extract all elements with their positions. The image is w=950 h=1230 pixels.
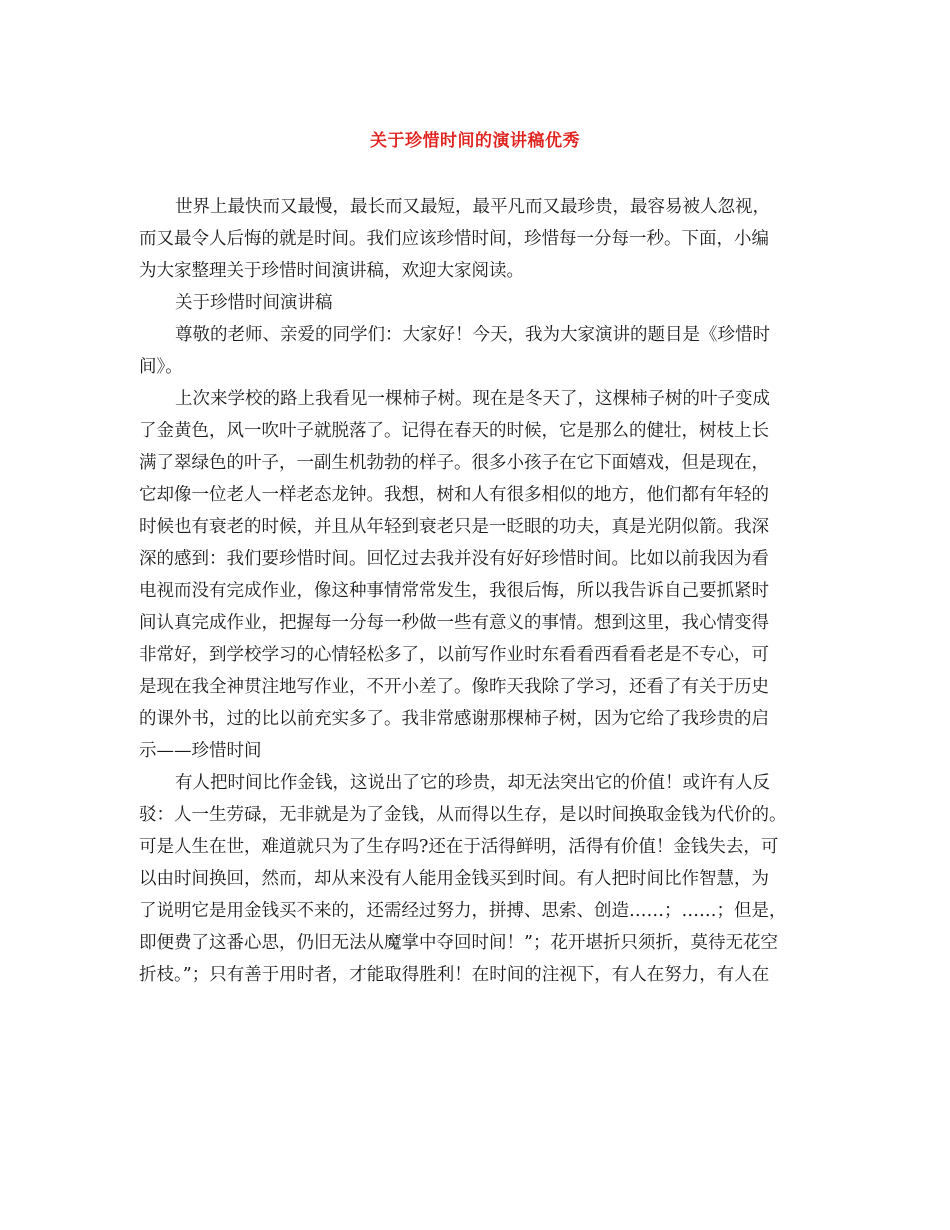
body-line: 关于珍惜时间演讲稿 [175, 293, 333, 313]
body-line: 了金黄色，风一吹叶子就脱落了。记得在春天的时候，它是那么的健壮，树枝上长 [139, 421, 769, 441]
body-line: 了说明它是用金钱买不来的，还需经过努力，拼搏、思索、创造……；……；但是， [139, 901, 787, 921]
body-line: 可是人生在世，难道就只为了生存吗?还在于活得鲜明，活得有价值！金钱失去，可 [139, 837, 779, 857]
body-line: 非常好，到学校学习的心情轻松多了，以前写作业时东看看西看看老是不专心，可 [139, 645, 769, 665]
body-line: 的课外书，过的比以前充实多了。我非常感谢那棵柿子树，因为它给了我珍贵的启 [139, 709, 769, 729]
body-line: 是现在我全神贯注地写作业，不开小差了。像昨天我除了学习，还看了有关于历史 [139, 677, 769, 697]
body-line: 满了翠绿色的叶子，一副生机勃勃的样子。很多小孩子在它下面嬉戏，但是现在， [139, 453, 769, 473]
body-line: 尊敬的老师、亲爱的同学们：大家好！今天，我为大家演讲的题目是《珍惜时 [175, 325, 770, 345]
body-line: 折枝。”；只有善于用时者，才能取得胜利！在时间的注视下，有人在努力，有人在 [139, 965, 770, 985]
body-line: 深的感到：我们要珍惜时间。回忆过去我并没有好好珍惜时间。比如以前我因为看 [139, 549, 769, 569]
body-line: 以由时间换回，然而，却从来没有人能用金钱买到时间。有人把时间比作智慧，为 [139, 869, 769, 889]
body-line: 时候也有衰老的时候，并且从年轻到衰老只是一眨眼的功夫，真是光阴似箭。我深 [139, 517, 769, 537]
body-line: 上次来学校的路上我看见一棵柿子树。现在是冬天了，这棵柿子树的叶子变成 [175, 389, 770, 409]
body-line: 有人把时间比作金钱，这说出了它的珍贵，却无法突出它的价值！或许有人反 [175, 773, 770, 793]
body-line: 世界上最快而又最慢，最长而又最短，最平凡而又最珍贵，最容易被人忽视， [175, 197, 770, 217]
document-title: 关于珍惜时间的演讲稿优秀 [370, 131, 580, 151]
body-line: 电视而没有完成作业，像这种事情常常发生，我很后悔，所以我告诉自己要抓紧时 [139, 581, 769, 601]
body-line: 而又最令人后悔的就是时间。我们应该珍惜时间，珍惜每一分每一秒。下面，小编 [139, 229, 769, 249]
body-line: 为大家整理关于珍惜时间演讲稿，欢迎大家阅读。 [139, 261, 524, 281]
body-line: 它却像一位老人一样老态龙钟。我想，树和人有很多相似的地方，他们都有年轻的 [139, 485, 769, 505]
body-line: 即便费了这番心思，仍旧无法从魔掌中夺回时间！”；花开堪折只须折，莫待无花空 [139, 933, 778, 953]
body-line: 间认真完成作业，把握每一分每一秒做一些有意义的事情。想到这里，我心情变得 [139, 613, 769, 633]
document-body [139, 191, 815, 991]
body-line: 间》。 [139, 357, 183, 377]
body-line: 示——珍惜时间 [139, 741, 262, 761]
body-line: 驳：人一生劳碌，无非就是为了金钱，从而得以生存，是以时间换取金钱为代价的。 [139, 805, 787, 825]
